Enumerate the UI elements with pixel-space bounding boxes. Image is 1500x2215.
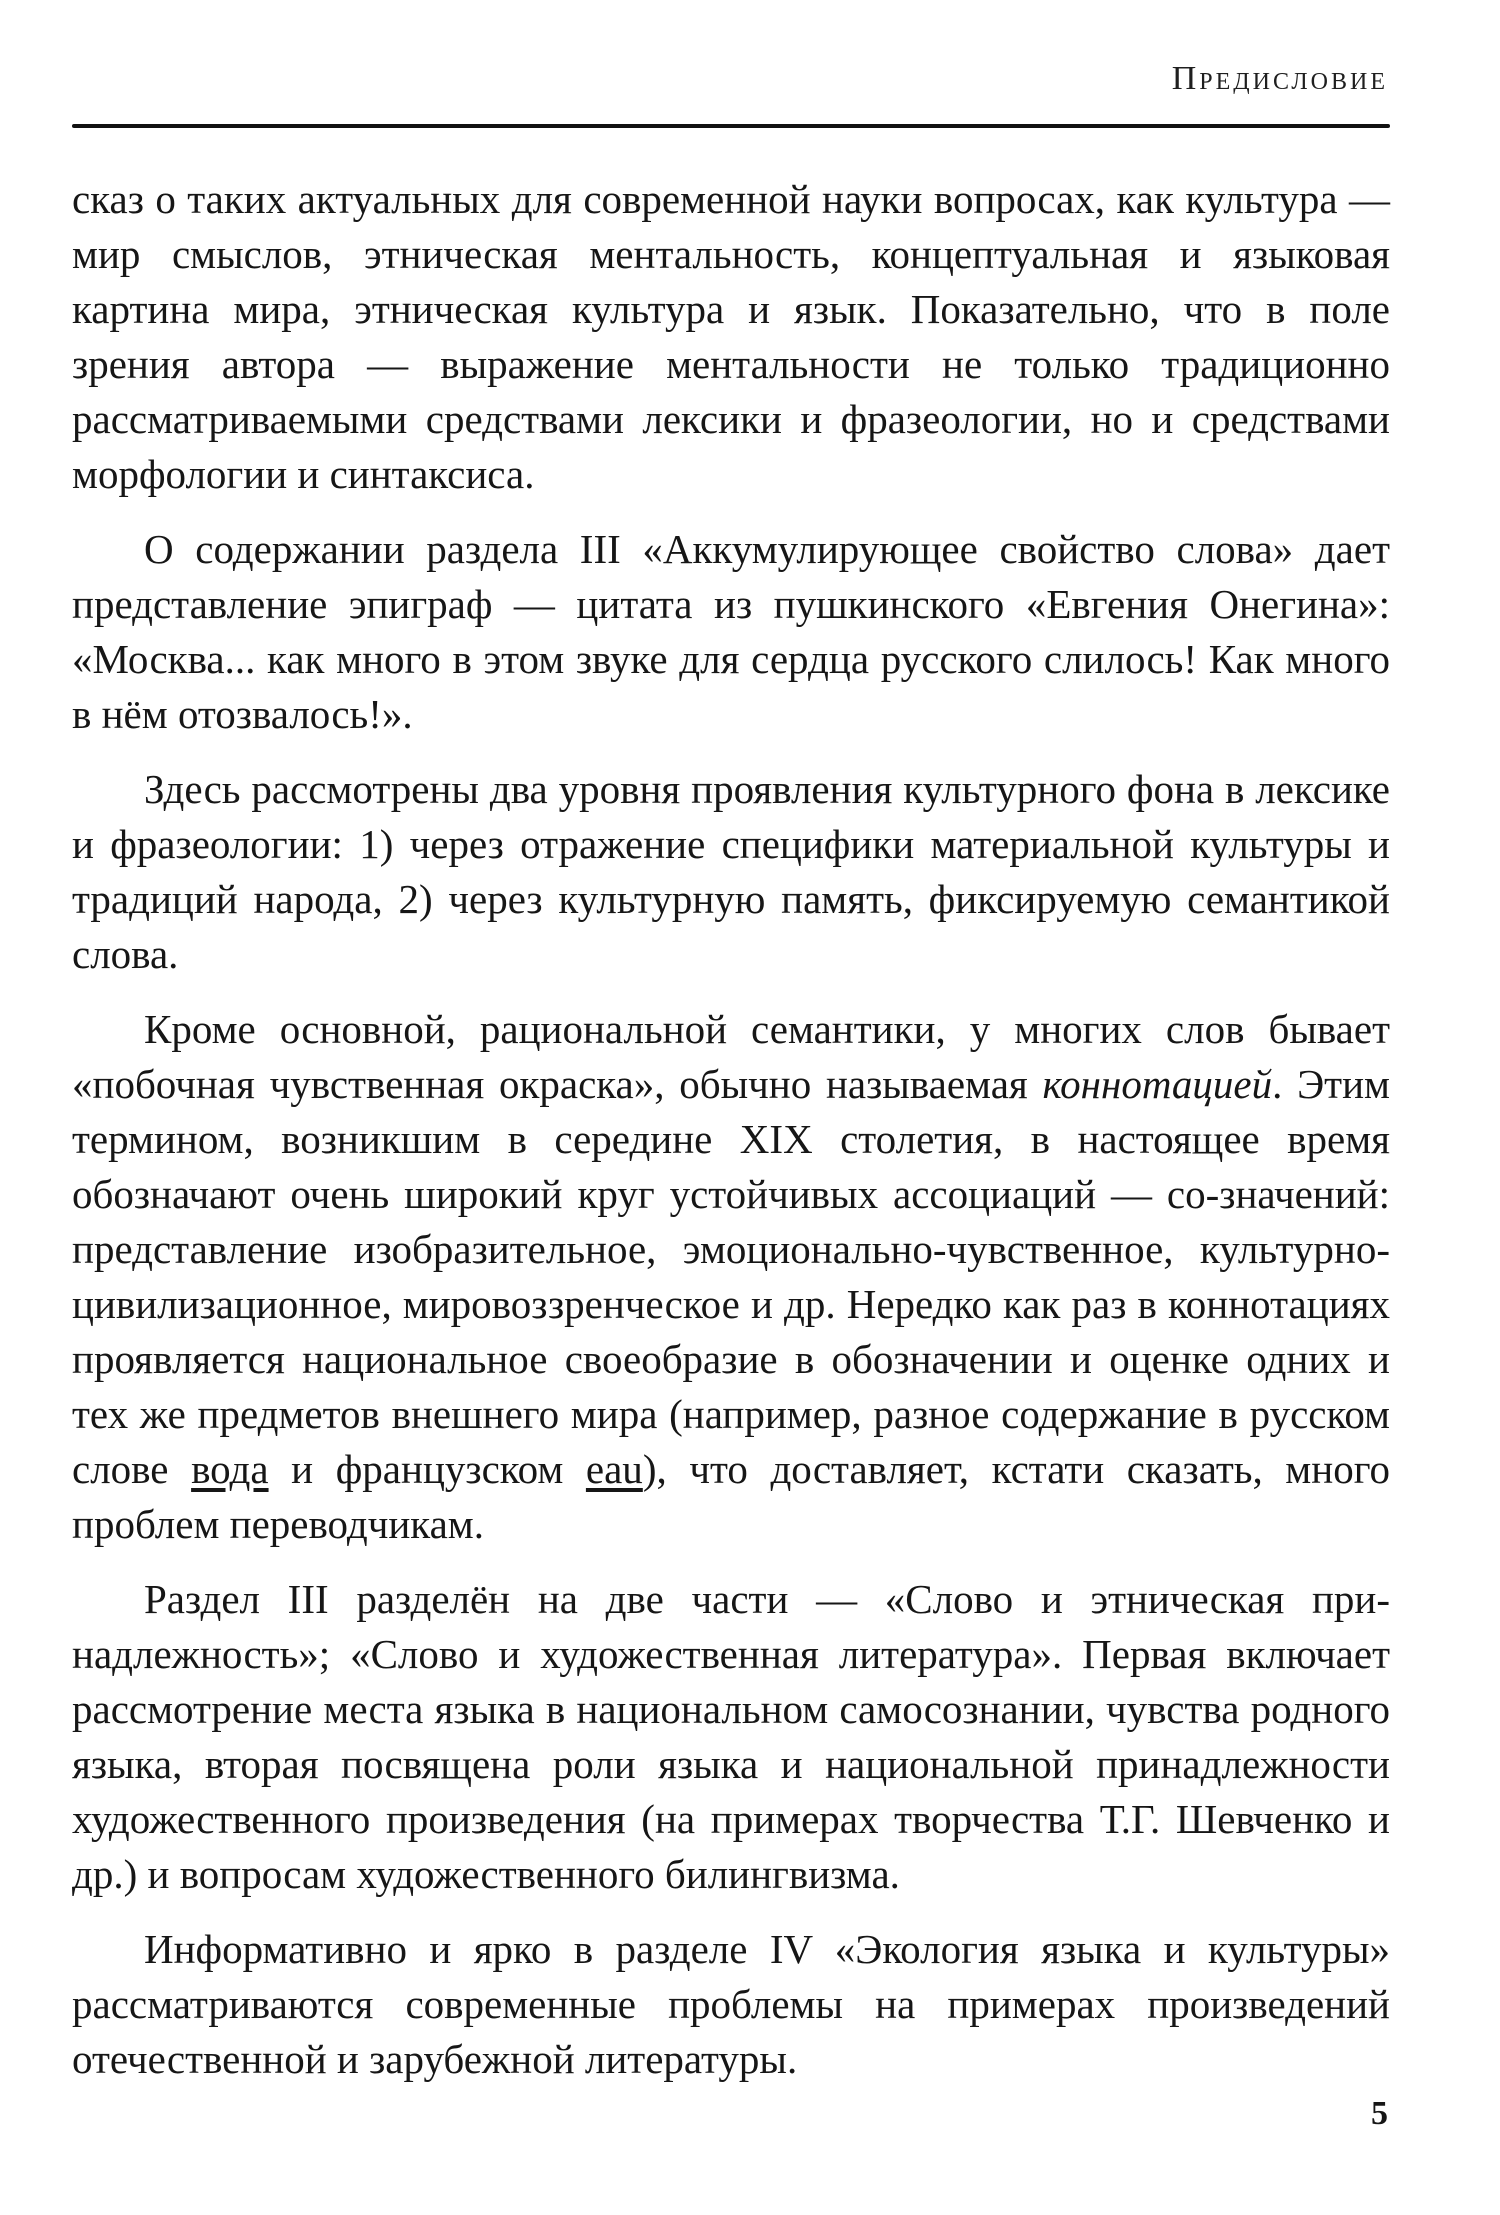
paragraph xyxy=(72,1922,1390,2087)
paragraph xyxy=(72,522,1390,742)
paragraph-text: . Этим термином, возникшим в середине XIX столетия, в настоящее время обозначают очень широкий круг устойчивых ассоциаций — со-значений: представление изобразительное, эмоционально-чувственное, культурно-цивилизационное, мировоззренческое и др. Нередко как раз в коннотациях проявляется национальное своеобразие в обозначении и оценке одних и тех же предметов внешнего мира (например, разное содержание в русском слове xyxy=(72,1061,1390,1492)
body-text xyxy=(72,172,1390,2107)
paragraph-text: ), что доставляет, кстати сказать, много проблем переводчикам. xyxy=(72,1446,1390,1547)
example-word-voda: вода xyxy=(191,1446,269,1492)
paragraph-text: Информативно и ярко в разделе IV «Экология языка и культуры» рассматриваются современные проблемы на примерах произведений отечественной и зарубежной литературы. xyxy=(72,1926,1390,2082)
paragraph-text: Кроме основной, рациональной семантики, у многих слов бывает «побочная чувственная окраска», обычно называемая xyxy=(72,1006,1390,1107)
paragraph-text: Здесь рассмотрены два уровня проявления культурного фона в лексике и фразеологии: 1) через отражение специфики материальной культуры и традиций народа, 2) через культурную память, фиксируемую семантикой слова. xyxy=(72,766,1390,977)
paragraph-text: О содержании раздела III «Аккумулирующее свойство слова» дает представление эпиграф — цитата из пушкинского «Евгения Онегина»: «Москва... как много в этом звуке для сердца русского слилось! Как много в нём отозвалось!». xyxy=(72,526,1390,737)
paragraph-text: и французском xyxy=(268,1446,586,1492)
header-rule xyxy=(72,124,1390,128)
paragraph xyxy=(72,762,1390,982)
paragraph xyxy=(72,172,1390,502)
paragraph-text: сказ о таких актуальных для современной науки вопросах, как культура — мир смыслов, этническая ментальность, концептуальная и языковая картина мира, этническая культура и язык. Показательно, что в поле зрения автора — выражение ментальности не только традиционно рассматриваемыми средствами лексики и фразеологии, но и средствами морфологии и синтаксиса. xyxy=(72,176,1390,497)
paragraph xyxy=(72,1002,1390,1552)
term-connotation: коннотацией xyxy=(1042,1061,1273,1107)
page-number: 5 xyxy=(1371,2095,1388,2132)
paragraph xyxy=(72,1572,1390,1902)
example-word-eau: eau xyxy=(585,1446,643,1492)
paragraph-text: Раздел III разделён на две части — «Слово и этническая принадлежность»; «Слово и художественная литература». Первая включает рассмотрение места языка в национальном самосознании, чувства родного языка, вторая посвящена роли языка и национальной принадлежности художественного произведения (на примерах творчества Т.Г. Шевченко и др.) и вопросам художественного билингвизма. xyxy=(72,1576,1390,1897)
running-head: Предисловие xyxy=(1171,60,1388,97)
